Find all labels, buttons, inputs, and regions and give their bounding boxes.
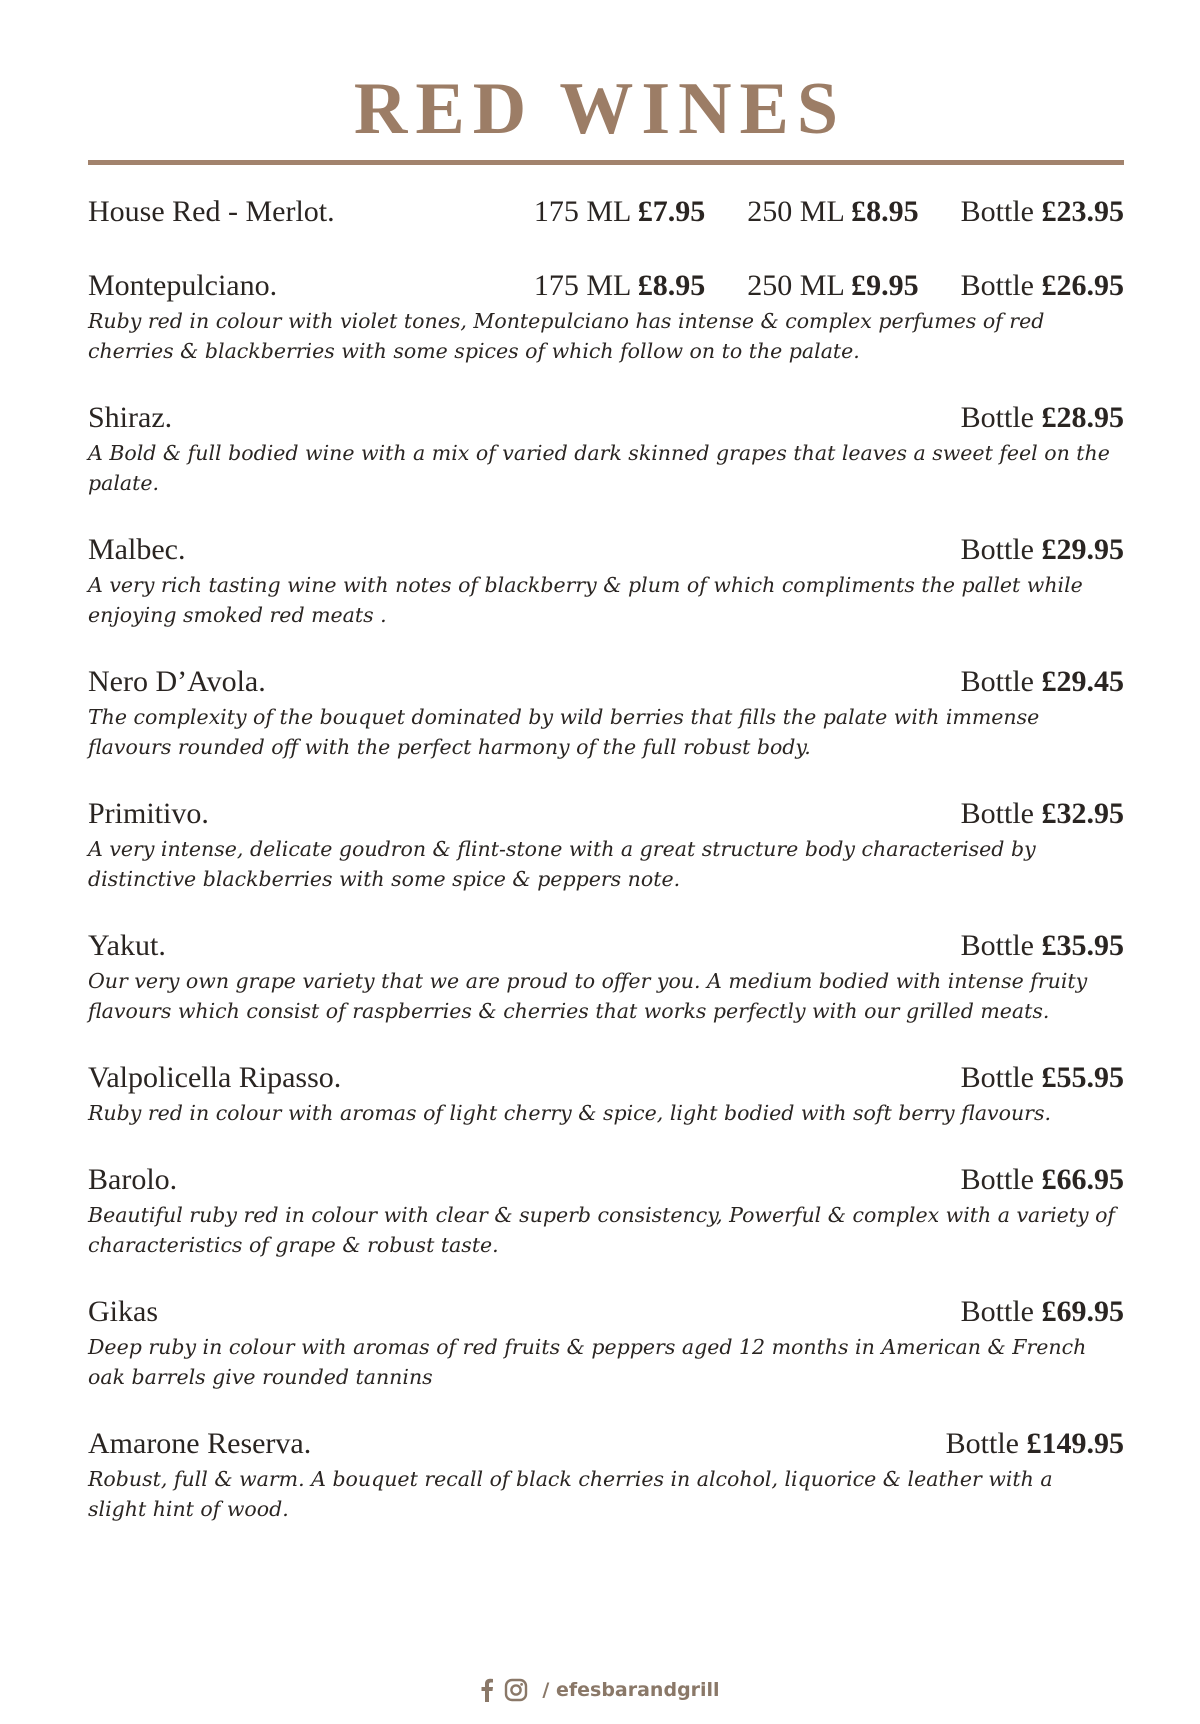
wine-name: Primitivo. [88, 797, 209, 830]
wine-item [88, 924, 1124, 1026]
wine-description: A very rich tasting wine with notes of blackberry & plum of which compliments the pallet while enjoying smoked red meats . [88, 573, 1083, 627]
social-footer [0, 1678, 1200, 1702]
wine-row [88, 792, 1124, 836]
wine-name: Nero D’Avola. [88, 665, 266, 698]
wine-description: Beautiful ruby red in colour with clear & superb consistency, Powerful & complex with a variety of characteristics of grape & robust taste. [88, 1203, 1116, 1257]
wine-row [88, 264, 1124, 308]
wine-item [88, 396, 1124, 498]
price-bottle: Bottle £29.95 [960, 533, 1124, 566]
wine-description: Our very own grape variety that we are proud to offer you. A medium bodied with intense fruity flavours which consist of raspberries & cherries that works perfectly with our grilled meats. [88, 969, 1088, 1023]
wine-prices [961, 528, 1124, 572]
price-bottle: Bottle £149.95 [945, 1427, 1124, 1460]
facebook-icon[interactable] [480, 1678, 494, 1702]
wine-prices [961, 1056, 1124, 1100]
wine-row [88, 1422, 1124, 1466]
wine-description: A very intense, delicate goudron & flint-stone with a great structure body characterised by distinctive blackberries with some spice & peppers note. [88, 837, 1036, 891]
wine-name: House Red - Merlot. [88, 195, 335, 228]
price-bottle: Bottle £69.95 [960, 1295, 1124, 1328]
price-bottle: Bottle £35.95 [960, 929, 1124, 962]
wine-row [88, 1056, 1124, 1100]
wine-item [88, 1158, 1124, 1260]
wine-row [88, 190, 1124, 234]
price-bottle: Bottle £66.95 [960, 1163, 1124, 1196]
price-bottle: Bottle £32.95 [960, 797, 1124, 830]
wine-item [88, 1056, 1124, 1128]
wine-item [88, 792, 1124, 894]
wine-name: Gikas [88, 1295, 158, 1328]
wine-name: Malbec. [88, 533, 186, 566]
wine-prices [961, 1290, 1124, 1334]
wine-description: Robust, full & warm. A bouquet recall of black cherries in alcohol, liquorice & leather with a slight hint of wood. [88, 1467, 1053, 1521]
price-175ml: 175 ML £8.95 [533, 269, 706, 302]
price-bottle: Bottle £23.95 [960, 195, 1124, 228]
wine-row [88, 1290, 1124, 1334]
wine-name: Barolo. [88, 1163, 178, 1196]
wine-item [88, 660, 1124, 762]
page-title: RED WINES [353, 68, 847, 150]
wine-prices [961, 1158, 1124, 1202]
wine-row [88, 660, 1124, 704]
wine-description: Ruby red in colour with violet tones, Montepulciano has intense & complex perfumes of red cherries & blackberries with some spices of which follow on to the palate. [88, 309, 1045, 363]
wine-description: The complexity of the bouquet dominated by wild berries that fills the palate with immense flavours rounded off with the perfect harmony of the full robust body. [88, 705, 1040, 759]
price-250ml: 250 ML £8.95 [747, 195, 919, 228]
wine-prices [534, 264, 1124, 308]
wine-name: Montepulciano. [88, 269, 278, 302]
price-bottle: Bottle £26.95 [960, 269, 1124, 302]
price-175ml: 175 ML £7.95 [533, 195, 706, 228]
price-250ml: 250 ML £9.95 [747, 269, 919, 302]
wine-list [88, 190, 1124, 1554]
wine-row [88, 924, 1124, 968]
wine-name: Valpolicella Ripasso. [88, 1061, 342, 1094]
wine-item [88, 190, 1124, 234]
wine-row [88, 396, 1124, 440]
wine-row [88, 528, 1124, 572]
wine-name: Shiraz. [88, 401, 173, 434]
wine-item [88, 1422, 1124, 1524]
wine-prices [946, 1422, 1124, 1466]
price-bottle: Bottle £29.45 [960, 665, 1124, 698]
wine-prices [961, 792, 1124, 836]
wine-prices [961, 660, 1124, 704]
wine-name: Amarone Reserva. [88, 1427, 312, 1460]
wine-description: Deep ruby in colour with aromas of red fruits & peppers aged 12 months in American & French oak barrels give rounded tannins [88, 1335, 1087, 1389]
price-bottle: Bottle £28.95 [960, 401, 1124, 434]
title-divider [88, 160, 1124, 165]
wine-name: Yakut. [88, 929, 166, 962]
wine-row [88, 1158, 1124, 1202]
wine-item [88, 264, 1124, 366]
social-handle[interactable]: / efesbarandgrill [542, 1679, 720, 1701]
wine-prices [534, 190, 1124, 234]
wine-description: Ruby red in colour with aromas of light cherry & spice, light bodied with soft berry flavours. [88, 1101, 1052, 1125]
wine-item [88, 528, 1124, 630]
wine-description: A Bold & full bodied wine with a mix of varied dark skinned grapes that leaves a sweet feel on the palate. [88, 441, 1110, 495]
wine-prices [961, 396, 1124, 440]
wine-prices [961, 924, 1124, 968]
instagram-icon[interactable] [504, 1678, 528, 1702]
price-bottle: Bottle £55.95 [960, 1061, 1124, 1094]
wine-item [88, 1290, 1124, 1392]
